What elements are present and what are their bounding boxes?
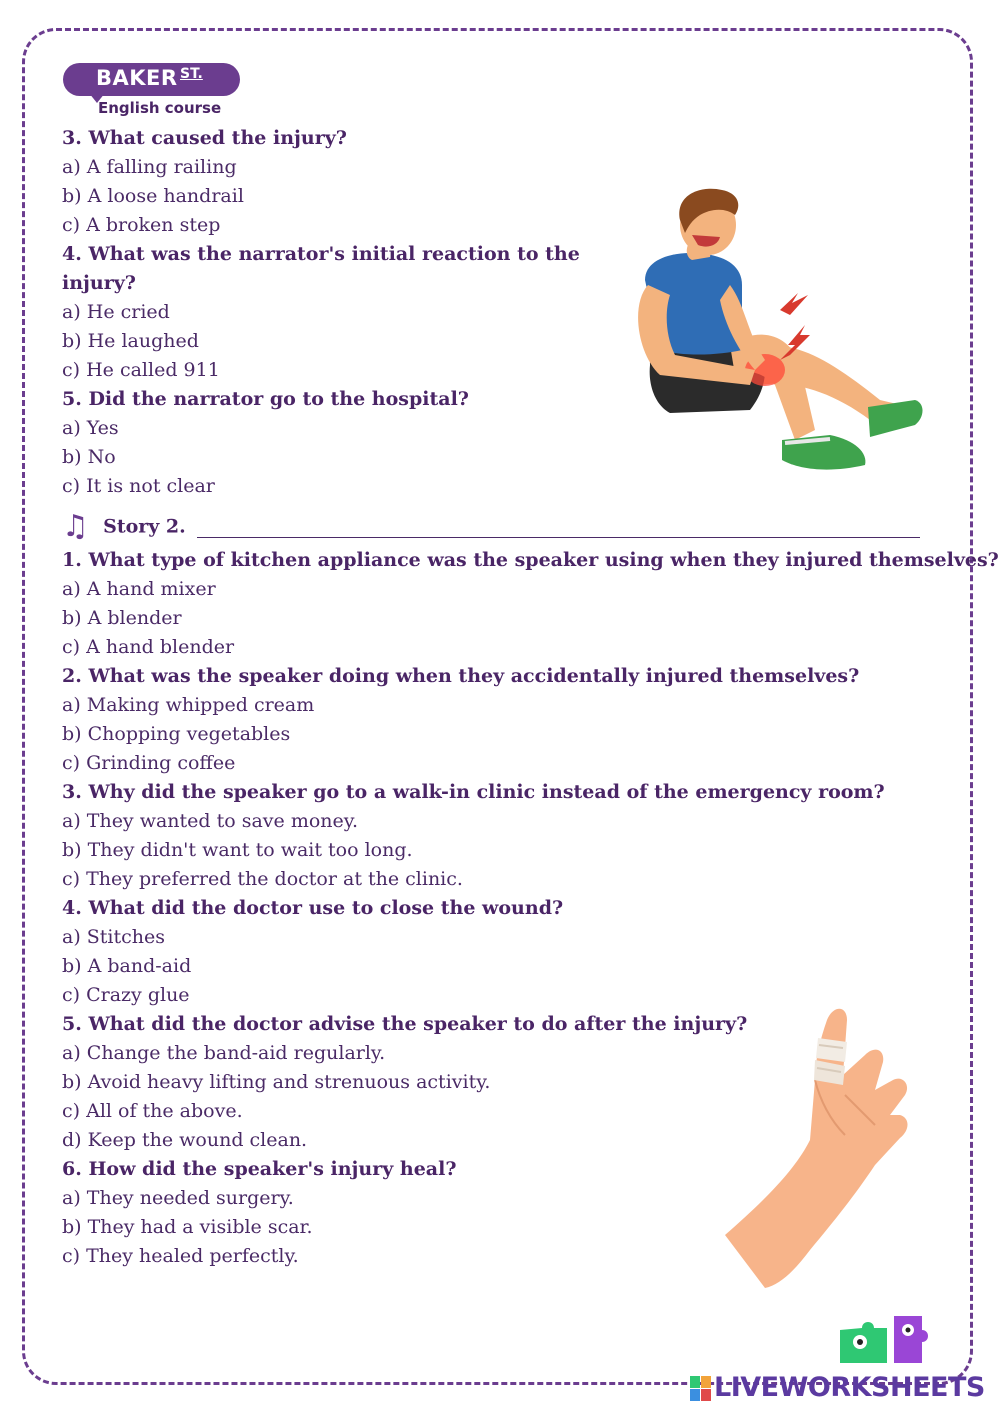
story-2-header bbox=[62, 510, 920, 542]
music-note-icon: ♫ bbox=[62, 508, 89, 544]
logo-subtitle: English course bbox=[98, 99, 222, 117]
answer-option[interactable]: c) They preferred the doctor at the clinic. bbox=[62, 868, 463, 890]
answer-option[interactable]: c) They healed perfectly. bbox=[62, 1245, 299, 1267]
answer-option[interactable]: b) They didn't want to wait too long. bbox=[62, 839, 413, 861]
liveworksheets-logo-text: LIVEWORKSHEETS bbox=[714, 1372, 985, 1403]
question-1-appliance: 1. What type of kitchen appliance was the speaker using when they injured themselves? bbox=[62, 549, 999, 571]
answer-option[interactable]: a) Yes bbox=[62, 417, 119, 439]
answer-option[interactable]: b) A loose handrail bbox=[62, 185, 244, 207]
answer-option[interactable]: a) A hand mixer bbox=[62, 578, 216, 600]
story-title-blank-field[interactable] bbox=[197, 515, 920, 538]
live-badge-icon bbox=[690, 1376, 712, 1402]
answer-option[interactable]: c) A broken step bbox=[62, 214, 221, 236]
answer-option[interactable]: a) Change the band-aid regularly. bbox=[62, 1042, 386, 1064]
question-3-caused-injury: 3. What caused the injury? bbox=[62, 127, 347, 149]
answer-option[interactable]: c) A hand blender bbox=[62, 636, 235, 658]
answer-option[interactable]: b) They had a visible scar. bbox=[62, 1216, 313, 1238]
answer-option[interactable]: d) Keep the wound clean. bbox=[62, 1129, 308, 1151]
answer-option[interactable]: b) Chopping vegetables bbox=[62, 723, 291, 745]
question-5-doctor-advice: 5. What did the doctor advise the speaker to do after the injury? bbox=[62, 1013, 748, 1035]
question-4-close-wound: 4. What did the doctor use to close the wound? bbox=[62, 897, 564, 919]
answer-option[interactable]: c) All of the above. bbox=[62, 1100, 243, 1122]
question-2-activity: 2. What was the speaker doing when they accidentally injured themselves? bbox=[62, 665, 860, 687]
liveworksheets-logo bbox=[690, 1372, 985, 1404]
answer-option[interactable]: b) No bbox=[62, 446, 116, 468]
answer-option[interactable]: a) Stitches bbox=[62, 926, 166, 948]
story-2-label: Story 2. bbox=[103, 515, 186, 538]
answer-option[interactable]: b) He laughed bbox=[62, 330, 199, 352]
baker-st-logo bbox=[63, 63, 243, 121]
answer-option[interactable]: c) Grinding coffee bbox=[62, 752, 236, 774]
answer-option[interactable]: a) Making whipped cream bbox=[62, 694, 315, 716]
answer-option[interactable]: b) A band-aid bbox=[62, 955, 192, 977]
question-5-hospital: 5. Did the narrator go to the hospital? bbox=[62, 388, 469, 410]
question-3-walk-in-clinic: 3. Why did the speaker go to a walk-in clinic instead of the emergency room? bbox=[62, 781, 885, 803]
answer-option[interactable]: a) They wanted to save money. bbox=[62, 810, 359, 832]
question-4-continued: injury? bbox=[62, 272, 136, 294]
answer-option[interactable]: a) A falling railing bbox=[62, 156, 237, 178]
puzzle-mascots-icon bbox=[832, 1308, 942, 1370]
logo-brand-suffix: ST. bbox=[180, 66, 203, 82]
bandaged-finger-hand-illustration bbox=[715, 1000, 925, 1290]
question-6-healing: 6. How did the speaker's injury heal? bbox=[62, 1158, 457, 1180]
question-4-initial-reaction: 4. What was the narrator's initial reaction to the bbox=[62, 243, 580, 265]
answer-option[interactable]: b) A blender bbox=[62, 607, 182, 629]
answer-option[interactable]: c) Crazy glue bbox=[62, 984, 190, 1006]
injured-knee-illustration bbox=[630, 185, 930, 480]
logo-brand: BAKER bbox=[96, 66, 178, 90]
answer-option[interactable]: b) Avoid heavy lifting and strenuous activity. bbox=[62, 1071, 491, 1093]
answer-option[interactable]: a) They needed surgery. bbox=[62, 1187, 294, 1209]
answer-option[interactable]: a) He cried bbox=[62, 301, 170, 323]
answer-option[interactable]: c) He called 911 bbox=[62, 359, 220, 381]
answer-option[interactable]: c) It is not clear bbox=[62, 475, 215, 497]
